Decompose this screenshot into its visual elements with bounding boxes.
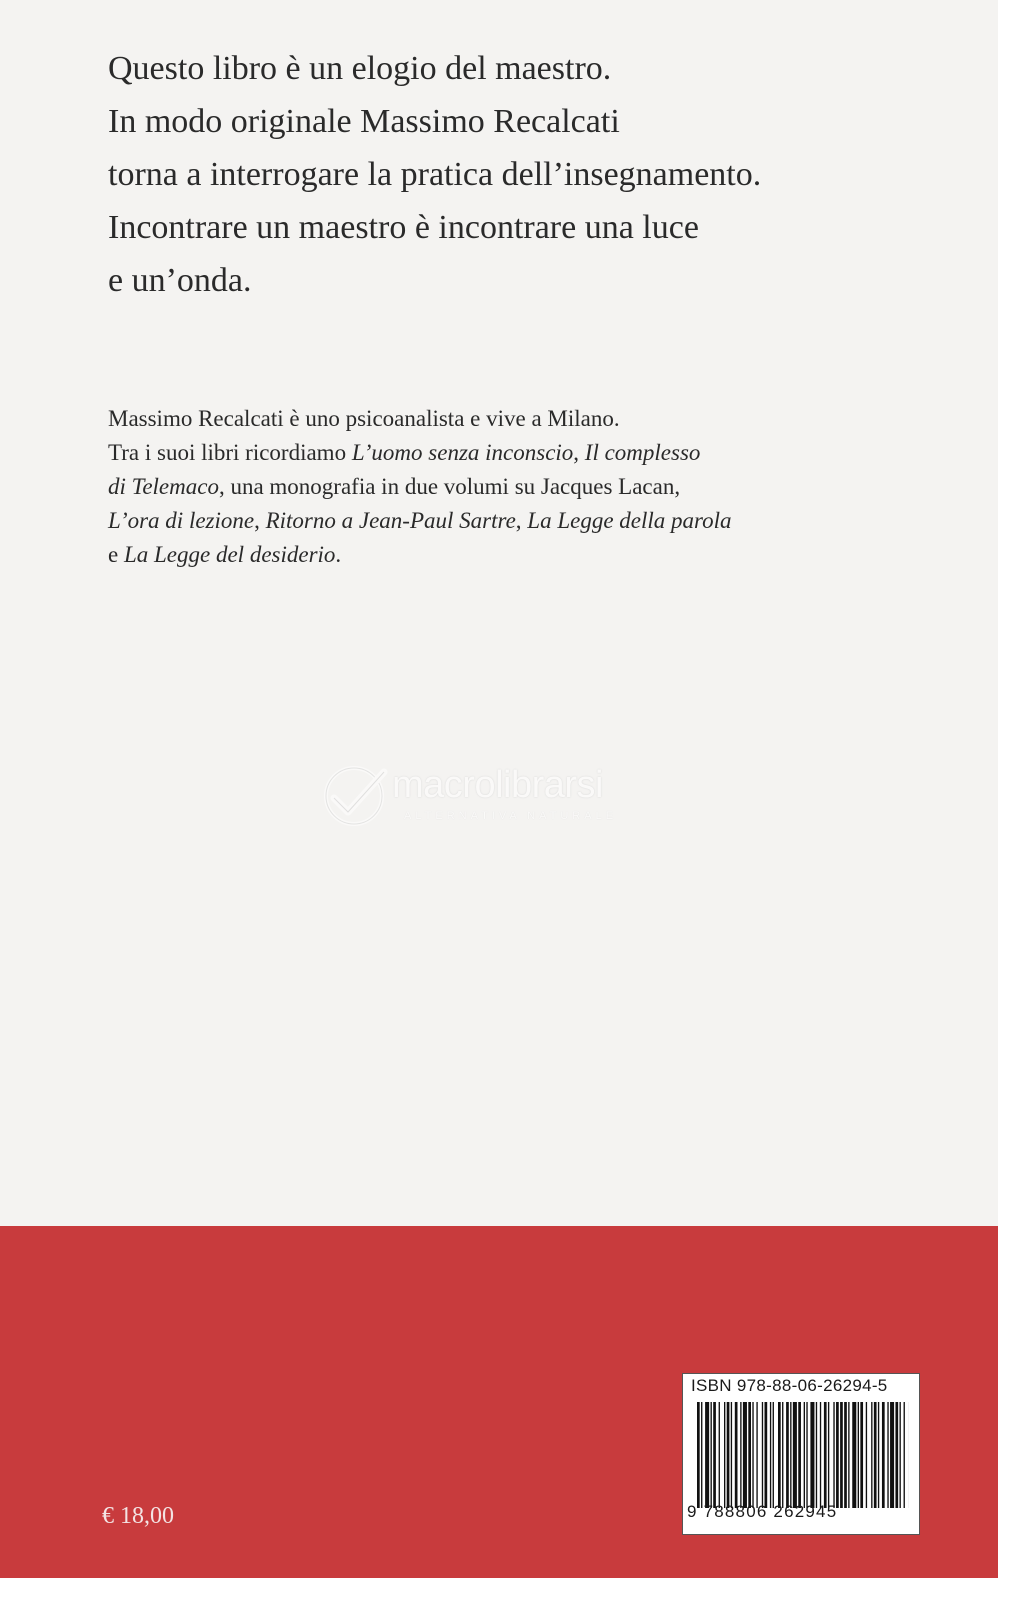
bio-text: , <box>515 508 528 533</box>
barcode-bar <box>878 1402 879 1508</box>
book-title: Il complesso <box>584 440 701 465</box>
bio-text: Massimo Recalcati è uno psicoanalista e vive a Milano. <box>108 406 620 431</box>
barcode-bar <box>762 1402 763 1508</box>
blurb-line: Incontrare un maestro è incontrare una luce <box>108 209 699 246</box>
bio-line <box>108 470 928 504</box>
barcode-bar <box>798 1402 801 1508</box>
barcode-bar <box>705 1402 709 1508</box>
barcode-label <box>682 1373 920 1535</box>
book-title: di Telemaco <box>108 474 219 499</box>
barcode-bar <box>727 1402 730 1508</box>
barcode-bar <box>836 1402 839 1508</box>
book-title: L’uomo senza inconscio <box>351 440 574 465</box>
blurb-line: e un’onda. <box>108 262 252 299</box>
barcode-bar <box>765 1402 768 1508</box>
barcode-bar <box>866 1402 867 1508</box>
barcode-bar <box>895 1402 898 1508</box>
price-label: € 18,00 <box>102 1503 174 1529</box>
bio-text: , una monografia in due volumi su Jacques Lacan, <box>218 474 681 499</box>
barcode-bar <box>844 1402 847 1508</box>
blurb-text <box>108 42 908 307</box>
barcode-bar <box>735 1402 738 1508</box>
barcode-bar <box>778 1402 781 1508</box>
barcode-bar <box>816 1402 817 1508</box>
bio-text: Tra i suoi libri ricordiamo <box>108 440 352 465</box>
barcode-bar <box>858 1402 859 1508</box>
barcode-bar <box>697 1402 700 1508</box>
book-title: La Legge del desiderio <box>123 542 336 567</box>
book-title: L’ora di lezione <box>108 508 255 533</box>
barcode-bar <box>790 1402 791 1508</box>
book-title: La Legge della parola <box>527 508 732 533</box>
author-bio <box>108 402 928 572</box>
barcode-bar <box>724 1402 725 1508</box>
bio-line <box>108 504 928 538</box>
barcode-bar <box>860 1402 863 1508</box>
barcode-bar <box>871 1402 872 1508</box>
bio-line <box>108 402 928 436</box>
watermark-brand: macrolibrarsi <box>392 764 603 806</box>
barcode-bar <box>887 1402 888 1508</box>
barcode-bar <box>848 1402 849 1508</box>
barcode-bar <box>840 1402 843 1508</box>
barcode-bar <box>752 1402 753 1508</box>
bio-text: , <box>254 508 266 533</box>
barcode-bar <box>833 1402 834 1508</box>
barcode-bar <box>904 1402 905 1508</box>
barcode-bar <box>890 1402 894 1508</box>
barcode-bar <box>713 1402 716 1508</box>
barcode-bar <box>740 1402 741 1508</box>
watermark-tagline: ALTERNATIVA NATURALE <box>404 810 618 822</box>
barcode-bar <box>731 1402 732 1508</box>
barcode-bar <box>810 1402 814 1508</box>
barcode-bars <box>697 1402 909 1508</box>
book-title: Ritorno a Jean-Paul Sartre <box>265 508 516 533</box>
leaf-check-icon <box>318 762 394 830</box>
barcode-bar <box>773 1402 774 1508</box>
barcode-bar <box>806 1402 807 1508</box>
bio-line <box>108 436 928 470</box>
ean-digits: 9 788806 262945 <box>687 1502 838 1521</box>
barcode-bar <box>900 1402 901 1508</box>
barcode-bar <box>701 1402 702 1508</box>
blurb-line: Questo libro è un elogio del maestro. <box>108 50 612 87</box>
blurb-line: In modo originale Massimo Recalcati <box>108 103 620 140</box>
barcode-bar <box>852 1402 856 1508</box>
bio-text: , <box>573 440 585 465</box>
blurb-line: torna a interrogare la pratica dell’insegnamento. <box>108 156 762 193</box>
barcode-bar <box>828 1402 829 1508</box>
barcode-bar <box>804 1402 805 1508</box>
barcode-bar <box>711 1402 712 1508</box>
barcode-bar <box>743 1402 747 1508</box>
barcode-bar <box>820 1402 821 1508</box>
barcode-bar <box>756 1402 757 1508</box>
barcode-bar <box>882 1402 885 1508</box>
barcode-bar <box>770 1402 771 1508</box>
bio-text: . <box>335 542 342 567</box>
isbn-text: ISBN 978-88-06-26294-5 <box>691 1376 888 1395</box>
barcode-bar <box>782 1402 783 1508</box>
barcode-bar <box>793 1402 797 1508</box>
barcode-bar <box>786 1402 789 1508</box>
barcode-bar <box>719 1402 720 1508</box>
bio-text: e <box>108 542 124 567</box>
bio-line <box>108 538 928 572</box>
barcode-bar <box>824 1402 827 1508</box>
watermark-logo <box>318 760 718 840</box>
barcode-bar <box>874 1402 877 1508</box>
barcode-bar <box>748 1402 751 1508</box>
